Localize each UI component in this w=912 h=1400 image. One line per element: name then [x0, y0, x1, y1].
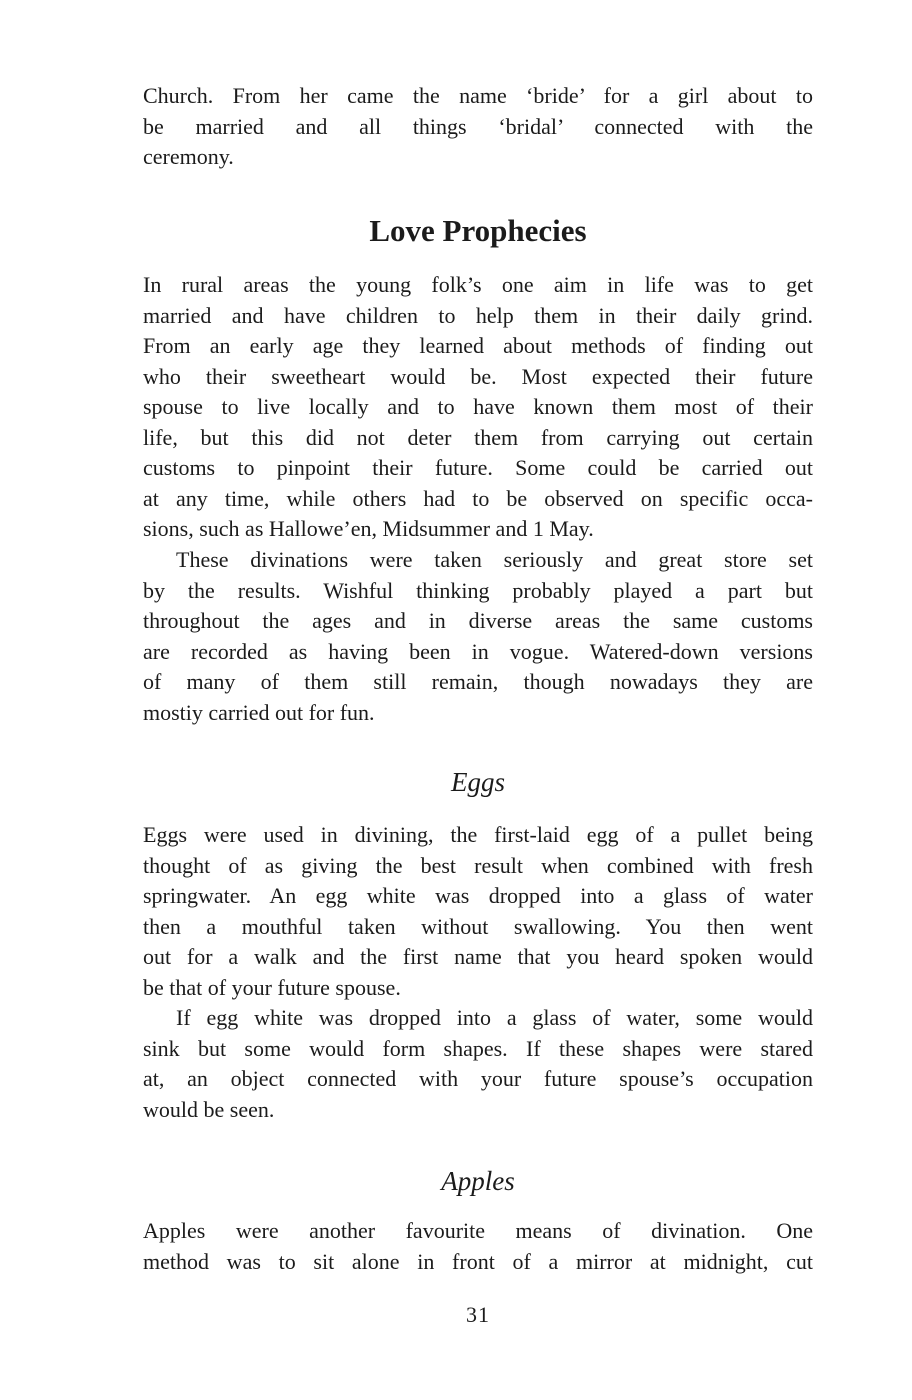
- text-line: mostiy carried out for fun.: [143, 699, 375, 725]
- text-line: In rural areas the young folk’s one aim in life was to get: [143, 272, 813, 297]
- text-line: be married and all things ‘bridal’ connected with the: [143, 113, 813, 139]
- text-line: If egg white was dropped into a glass of water, some would: [176, 1005, 813, 1030]
- text-line: springwater. An egg white was dropped into a glass of water: [143, 883, 813, 908]
- text-line: customs to pinpoint their future. Some could be carried out: [143, 455, 813, 480]
- text-line: ceremony.: [143, 144, 234, 169]
- text-line: are recorded as having been in vogue. Watered-down versions: [143, 638, 813, 664]
- text-line: method was to sit alone in front of a mirror at midnight, cut: [143, 1248, 813, 1274]
- text-line: out for a walk and the first name that you heard spoken would: [143, 944, 813, 969]
- text-line: thought of as giving the best result when combined with fresh: [143, 852, 813, 878]
- text-line: who their sweetheart would be. Most expected their future: [143, 363, 813, 389]
- section-heading: Eggs: [451, 767, 505, 797]
- text-line: sions, such as Hallowe’en, Midsummer and 1 May.: [143, 516, 594, 541]
- text-line: at, an object connected with your future spouse’s occupation: [143, 1066, 813, 1091]
- text-line: then a mouthful taken without swallowing. You then went: [143, 913, 813, 939]
- text-line: From an early age they learned about methods of finding out: [143, 333, 813, 358]
- text-line: by the results. Wishful thinking probably played a part but: [143, 577, 813, 603]
- text-line: be that of your future spouse.: [143, 974, 401, 1000]
- text-line: married and have children to help them in their daily grind.: [143, 302, 813, 328]
- text-line: Eggs were used in divining, the first-laid egg of a pullet being: [143, 822, 813, 847]
- paragraph: [143, 820, 813, 1003]
- section-heading: Apples: [441, 1166, 515, 1196]
- section-heading: Love Prophecies: [369, 213, 587, 248]
- text-line: Apples were another favourite means of divination. One: [143, 1218, 813, 1243]
- text-line: at any time, while others had to be observed on specific occa-: [143, 485, 813, 511]
- paragraph: [143, 270, 813, 545]
- text-line: Church. From her came the name ‘bride’ for a girl about to: [143, 83, 813, 108]
- text-line: life, but this did not deter them from carrying out certain: [143, 424, 813, 450]
- text-line: of many of them still remain, though nowadays they are: [143, 669, 813, 694]
- page-number: 31: [466, 1302, 490, 1327]
- paragraph: [143, 1003, 813, 1125]
- text-block: [143, 0, 813, 1400]
- text-line: These divinations were taken seriously and great store set: [176, 547, 813, 572]
- text-line: would be seen.: [143, 1096, 275, 1122]
- paragraph: [143, 81, 813, 173]
- text-line: spouse to live locally and to have known them most of their: [143, 394, 813, 419]
- text-line: sink but some would form shapes. If these shapes were stared: [143, 1035, 813, 1061]
- text-line: throughout the ages and in diverse areas the same customs: [143, 608, 813, 633]
- paragraph: [143, 1216, 813, 1277]
- paragraph: [143, 545, 813, 728]
